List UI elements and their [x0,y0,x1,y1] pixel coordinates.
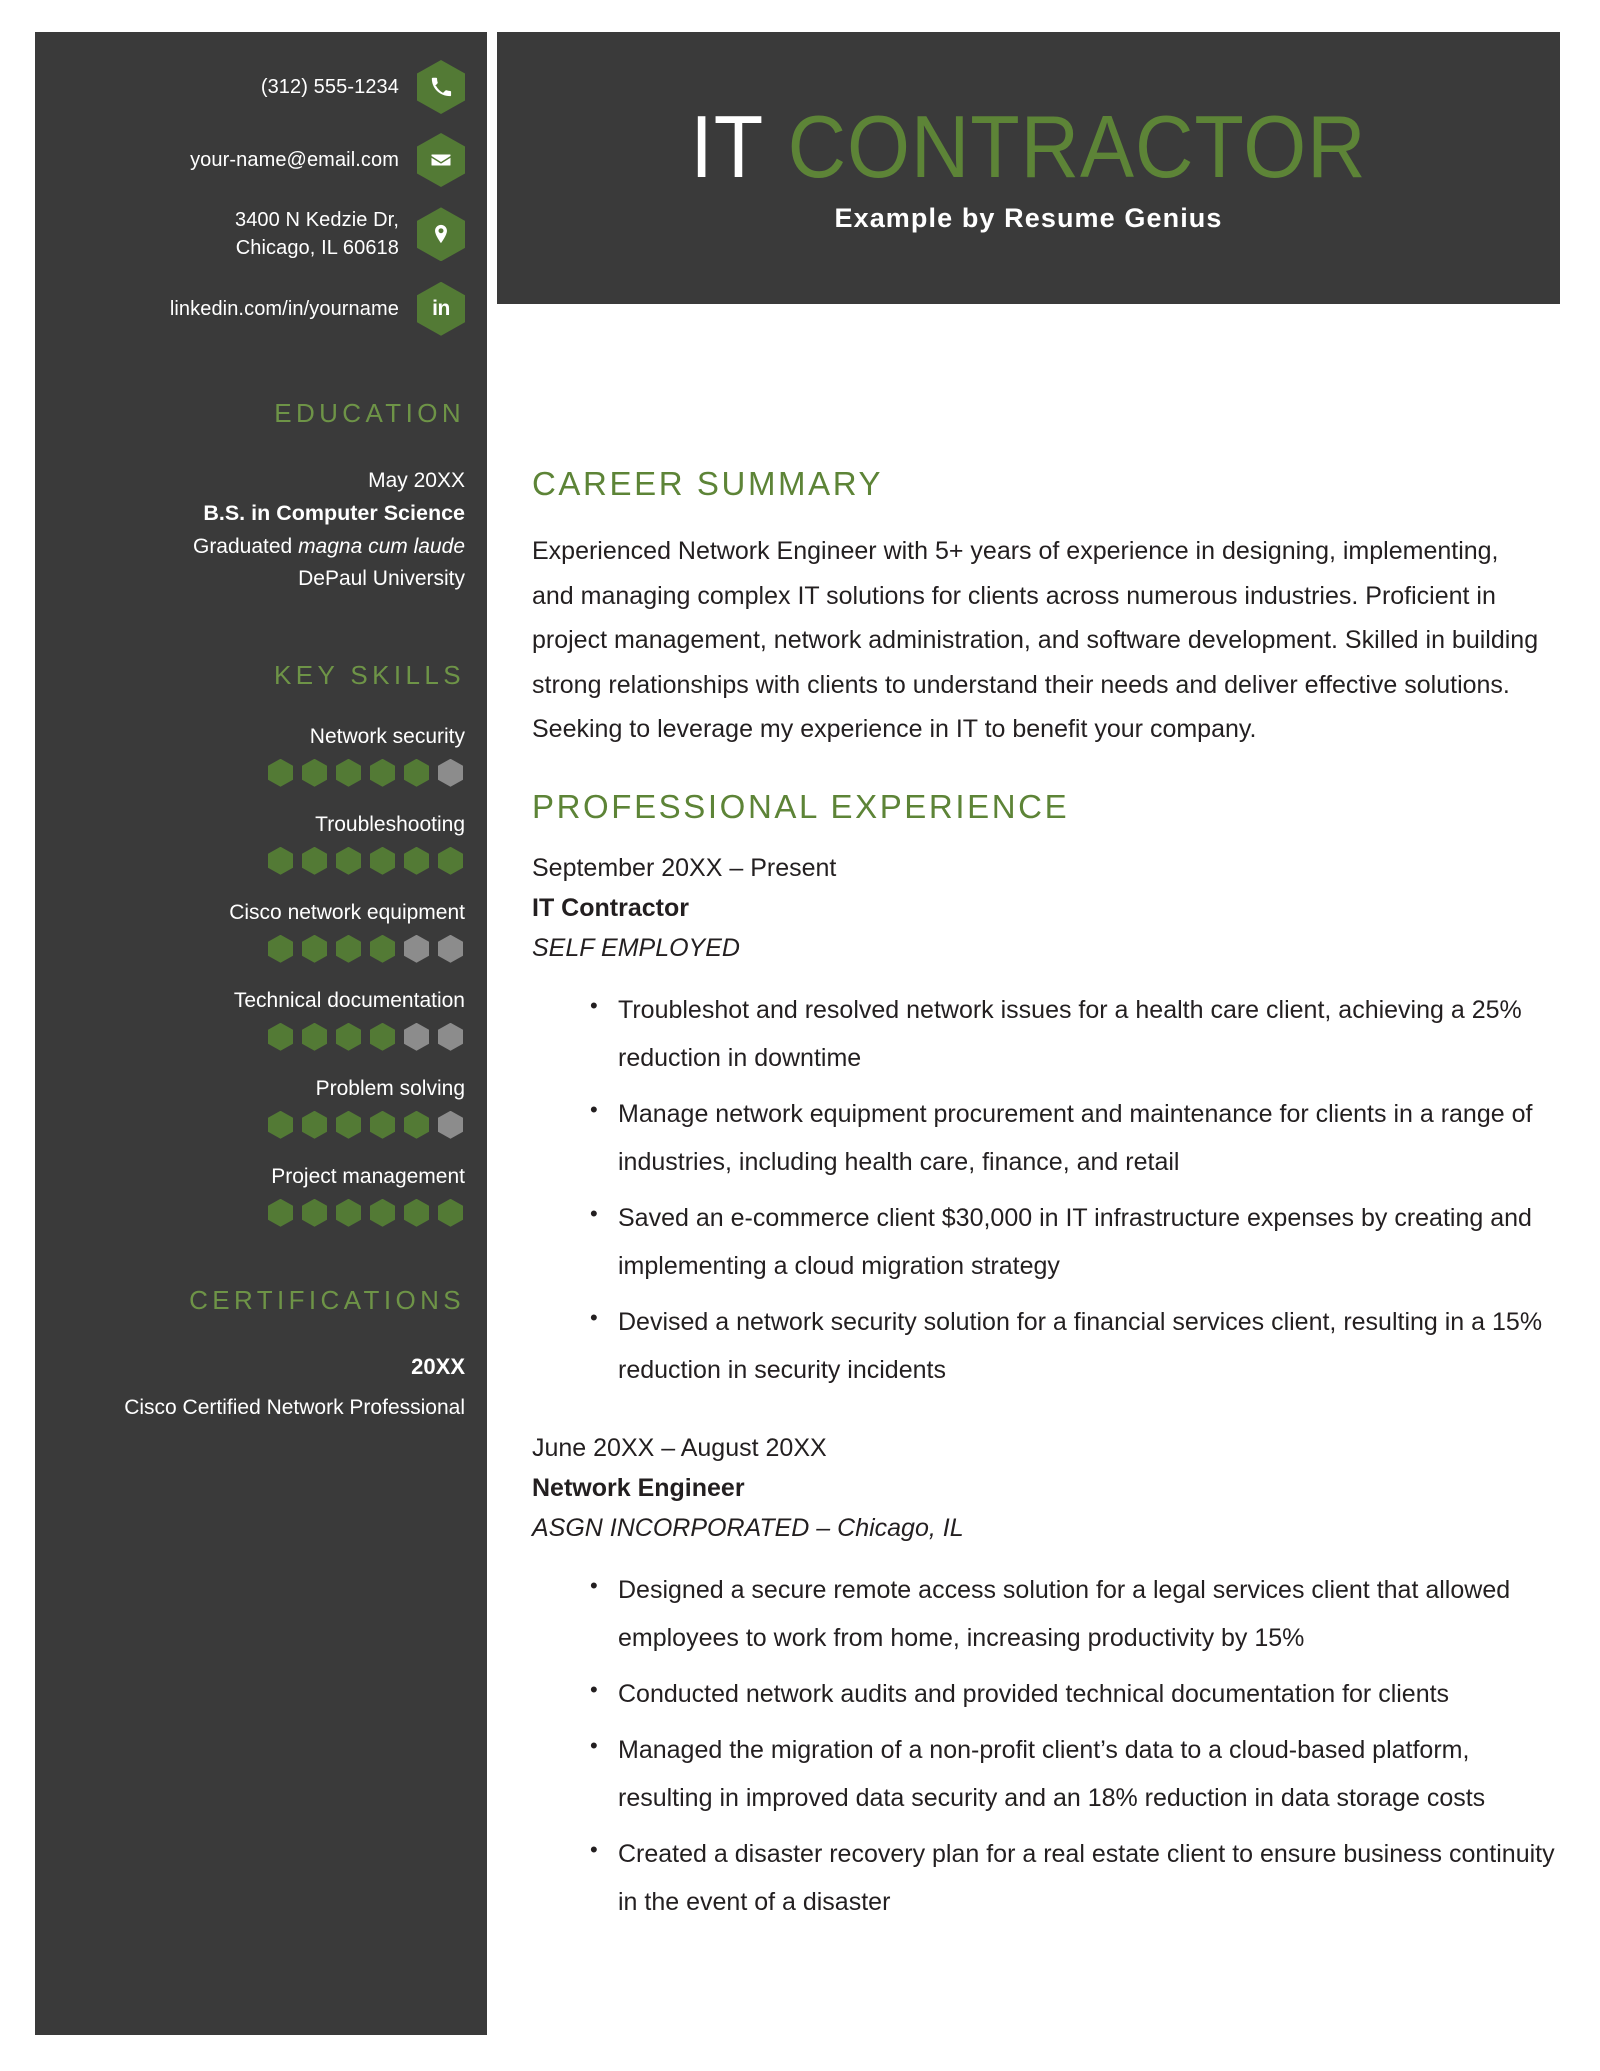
rating-hexagon-empty [404,935,429,963]
job-date: September 20XX – Present [532,853,837,882]
rating-hexagon-filled [404,1199,429,1227]
rating-hexagon-empty [438,935,463,963]
skill-rating [35,847,465,875]
rating-hexagon-filled [336,1023,361,1051]
job-company: SELF EMPLOYED [532,933,740,962]
rating-hexagon-filled [370,1023,395,1051]
job-bullet: • Designed a secure remote access solution for a legal services client that allowed employees to work from home, increasing productivity by 15% [590,1566,1562,1662]
job-bullet: • Devised a network security solution for a financial services client, resulting in a 15% reduction in security incidents [590,1298,1562,1394]
key-skills-heading: KEY SKILLS [274,659,465,690]
job-bullet: • Managed the migration of a non-profit client’s data to a cloud-based platform, resulting in improved data security and an 18% reduction in data storage costs [590,1726,1562,1822]
skill-rating [35,759,465,787]
contact-item-phone [35,60,487,114]
email-icon [417,133,465,187]
rating-hexagon-empty [438,1111,463,1139]
job-entry [532,1428,1562,1926]
education-heading: EDUCATION [274,397,465,428]
rating-hexagon-filled [268,935,293,963]
rating-hexagon-filled [302,1111,327,1139]
job-date: June 20XX – August 20XX [532,1433,827,1462]
rating-hexagon-filled [268,759,293,787]
rating-hexagon-filled [404,1111,429,1139]
skill-item [35,725,465,787]
job-title: IT Contractor [532,893,689,922]
rating-hexagon-filled [302,759,327,787]
job-bullet: • Saved an e-commerce client $30,000 in IT infrastructure expenses by creating and implementing a cloud migration strategy [590,1194,1562,1290]
rating-hexagon-filled [268,1199,293,1227]
skill-label: Troubleshooting [315,812,465,836]
professional-experience-heading: PROFESSIONAL EXPERIENCE [532,787,1070,825]
skill-label: Cisco network equipment [229,900,465,924]
job-bullet: • Created a disaster recovery plan for a real estate client to ensure business continuity in the event of a disaster [590,1830,1562,1926]
professional-experience-section [532,788,1562,1926]
education-date: May 20XX [368,468,465,492]
certifications-section [35,1285,487,1420]
rating-hexagon-filled [336,759,361,787]
skill-label: Technical documentation [233,988,465,1012]
contact-list [35,32,487,336]
street-address: 3400 N Kedzie Dr, Chicago, IL 60618 [234,209,399,260]
rating-hexagon-filled [370,847,395,875]
rating-hexagon-filled [438,847,463,875]
sidebar [35,32,487,2035]
rating-hexagon-filled [404,759,429,787]
skill-rating [35,1111,465,1139]
rating-hexagon-filled [268,847,293,875]
career-summary-text: Experienced Network Engineer with 5+ years of experience in designing, implementing, and managing complex IT solutions for clients across numerous industries. Proficient in project management, network administration, and software development. Skilled in building strong relationships with clients to understand their needs and deliver effective solutions. Seeking to leverage my experience in IT to benefit your company. [532,537,1539,743]
career-summary-heading: CAREER SUMMARY [532,465,884,502]
rating-hexagon-filled [336,1111,361,1139]
rating-hexagon-filled [302,847,327,875]
rating-hexagon-filled [268,1111,293,1139]
skill-label: Problem solving [315,1076,465,1100]
resume-header [497,32,1560,304]
rating-hexagon-filled [370,935,395,963]
honors-latin: magna cum laude [298,534,465,558]
rating-hexagon-filled [404,847,429,875]
rating-hexagon-empty [438,1023,463,1051]
job-bullet: • Manage network equipment procurement and maintenance for clients in a range of industries, including health care, finance, and retail [590,1090,1562,1186]
certification-year: 20XX [411,1353,465,1379]
job-title: Network Engineer [532,1473,745,1502]
linkedin-url: linkedin.com/in/yourname [169,297,399,320]
rating-hexagon-filled [438,1199,463,1227]
skills-list [35,725,465,1227]
page-title [690,96,1367,196]
job-entry [532,848,1562,1394]
skill-label: Project management [271,1164,465,1188]
skill-item [35,989,465,1051]
page-subtitle: Example by Resume Genius [834,202,1223,233]
rating-hexagon-filled [336,935,361,963]
rating-hexagon-filled [370,1111,395,1139]
location-icon [417,207,465,261]
skill-rating [35,935,465,963]
skill-item [35,901,465,963]
education-degree: B.S. in Computer Science [203,501,465,526]
contact-item-email [35,133,487,187]
rating-hexagon-filled [302,1023,327,1051]
job-bullets [532,1566,1562,1926]
phone-number: (312) 555-1234 [260,75,399,98]
skill-rating [35,1023,465,1051]
main-content [532,465,1562,1960]
skill-item [35,1165,465,1227]
certifications-heading: CERTIFICATIONS [189,1284,465,1315]
title-rest: CONTRACTOR [787,96,1367,196]
certification-name: Cisco Certified Network Professional [124,1395,465,1419]
rating-hexagon-empty [404,1023,429,1051]
rating-hexagon-filled [336,847,361,875]
contact-item-address [35,206,487,263]
rating-hexagon-filled [302,1199,327,1227]
job-company: ASGN INCORPORATED – Chicago, IL [532,1513,964,1542]
rating-hexagon-filled [268,1023,293,1051]
linkedin-icon[interactable] [417,282,465,336]
email-address: your-name@email.com [190,148,399,171]
skill-rating [35,1199,465,1227]
phone-icon [417,60,465,114]
title-first-word: IT [690,96,765,196]
job-bullet: • Troubleshot and resolved network issues for a health care client, achieving a 25% reduction in downtime [590,986,1562,1082]
contact-item-linkedin[interactable] [35,282,487,336]
skill-item [35,1077,465,1139]
rating-hexagon-filled [336,1199,361,1227]
education-section [35,398,487,596]
honors-prefix: Graduated [192,534,299,558]
key-skills-section [35,660,487,1227]
rating-hexagon-empty [438,759,463,787]
jobs-list [532,848,1562,1926]
linkedin-glyph: in [432,297,450,321]
job-bullet: • Conducted network audits and provided technical documentation for clients [590,1670,1562,1718]
rating-hexagon-filled [370,1199,395,1227]
rating-hexagon-filled [370,759,395,787]
education-honors [35,531,465,564]
skill-item [35,813,465,875]
job-bullets [532,986,1562,1394]
education-school: DePaul University [298,567,465,591]
skill-label: Network security [309,724,465,748]
career-summary-section [532,465,1562,752]
rating-hexagon-filled [302,935,327,963]
